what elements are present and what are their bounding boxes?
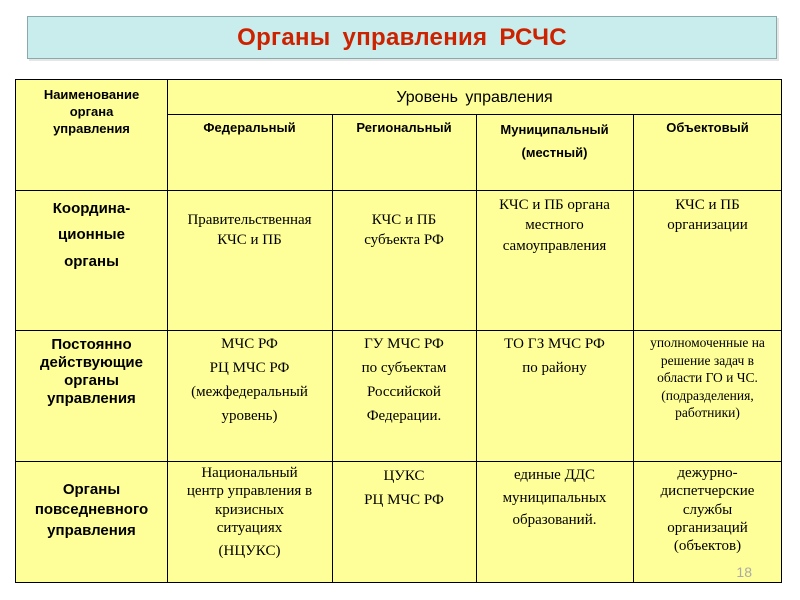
cell-line: диспетчерские (660, 483, 755, 500)
cell-perm-regional (332, 332, 476, 428)
cell-line: центр управления в (186, 483, 313, 500)
row-name-permanent (16, 336, 167, 408)
header-line: управления (53, 121, 130, 137)
cell-line: КЧС и ПБ (675, 197, 740, 213)
row-name-coordination (16, 196, 167, 275)
level-header: Уровень управления (396, 89, 553, 106)
cell-line: Федерации. (366, 408, 442, 424)
cell-line: муниципальных (502, 489, 607, 506)
row-name-line: Органы (62, 481, 121, 498)
cell-line: области ГО и ЧС. (657, 370, 758, 386)
cell-line: Правительственная (187, 212, 312, 228)
level-municipal (476, 119, 633, 165)
row-name-line: повседневного (34, 501, 149, 519)
slide-title-banner (27, 16, 777, 59)
cell-line: Российской (367, 384, 441, 400)
table-divider (16, 330, 782, 331)
cell-line: уполномоченные на (650, 335, 765, 350)
level-label: Федеральный (203, 120, 296, 135)
header-line: Наименование (43, 87, 140, 102)
row-name-line: управления (47, 390, 136, 407)
cell-perm-municipal (476, 332, 633, 380)
level-regional (332, 119, 476, 136)
cell-line: (НЦУКС) (218, 543, 281, 560)
cell-perm-federal (167, 332, 332, 428)
cell-daily-object (633, 464, 782, 555)
cell-line: кризисных (214, 501, 285, 518)
row-name-line: ционные (58, 226, 125, 244)
cell-line: по субъектам (361, 360, 447, 376)
cell-line: самоуправления (502, 237, 607, 254)
cell-line: ГУ МЧС РФ (364, 336, 444, 352)
cell-line: (объектов) (673, 538, 742, 555)
cell-perm-object (633, 334, 782, 422)
cell-line: ЦУКС (383, 468, 425, 484)
level-label: Региональный (356, 120, 452, 135)
cell-line: ТО ГЗ МЧС РФ (504, 336, 605, 352)
cell-line: организаций (667, 519, 748, 536)
cell-line: КЧС и ПБ органа (499, 197, 610, 213)
row-name-line: Координа- (52, 200, 131, 217)
row-name-line: управления (47, 521, 136, 539)
row-name-line: органы (64, 252, 119, 270)
row-name-line: органы (64, 372, 119, 389)
cell-line: организации (667, 217, 748, 234)
cell-line: (межфедеральный (191, 384, 308, 400)
cell-line: решение задач в (660, 352, 755, 368)
rschs-table (15, 79, 782, 583)
cell-line: по району (522, 360, 587, 376)
cell-line: ситуациях (216, 519, 283, 536)
cell-line: уровень) (221, 408, 278, 424)
cell-daily-municipal (476, 464, 633, 532)
cell-line: КЧС и ПБ (371, 212, 437, 228)
cell-line: местного (525, 217, 584, 234)
level-federal (167, 119, 332, 136)
table-divider (16, 190, 782, 191)
row-name-daily (16, 480, 167, 541)
slide-title: Органы управления РСЧС (237, 23, 567, 51)
cell-line: дежурно- (677, 465, 738, 481)
cell-coord-municipal (476, 195, 633, 256)
cell-line: образований. (512, 512, 597, 528)
level-label: Муниципальный (500, 122, 609, 137)
header-line: органа (69, 104, 114, 120)
cell-line: РЦ МЧС РФ (364, 492, 444, 508)
level-label: Объектовый (666, 120, 749, 135)
row-name-line: Постоянно (51, 336, 132, 353)
corner-header (16, 86, 167, 137)
cell-line: (подразделения, (661, 387, 754, 403)
table-divider (167, 114, 782, 115)
cell-line: РЦ МЧС РФ (209, 360, 290, 376)
row-name-line: действующие (40, 354, 143, 371)
cell-coord-regional (332, 210, 476, 251)
cell-line: работники) (675, 405, 740, 421)
cell-line: службы (682, 501, 733, 518)
page-number: 18 (736, 564, 752, 580)
cell-line: единые ДДС (513, 467, 596, 483)
level-object (633, 119, 782, 136)
cell-line: КЧС и ПБ (217, 232, 282, 249)
cell-line: МЧС РФ (221, 336, 278, 352)
cell-daily-federal (167, 464, 332, 560)
cell-coord-object (633, 195, 782, 236)
cell-line: Национальный (201, 465, 298, 481)
cell-line: субъекта РФ (364, 232, 444, 249)
table-divider (16, 461, 782, 462)
level-label: (местный) (521, 144, 588, 160)
cell-daily-regional (332, 464, 476, 512)
cell-coord-federal (167, 210, 332, 251)
